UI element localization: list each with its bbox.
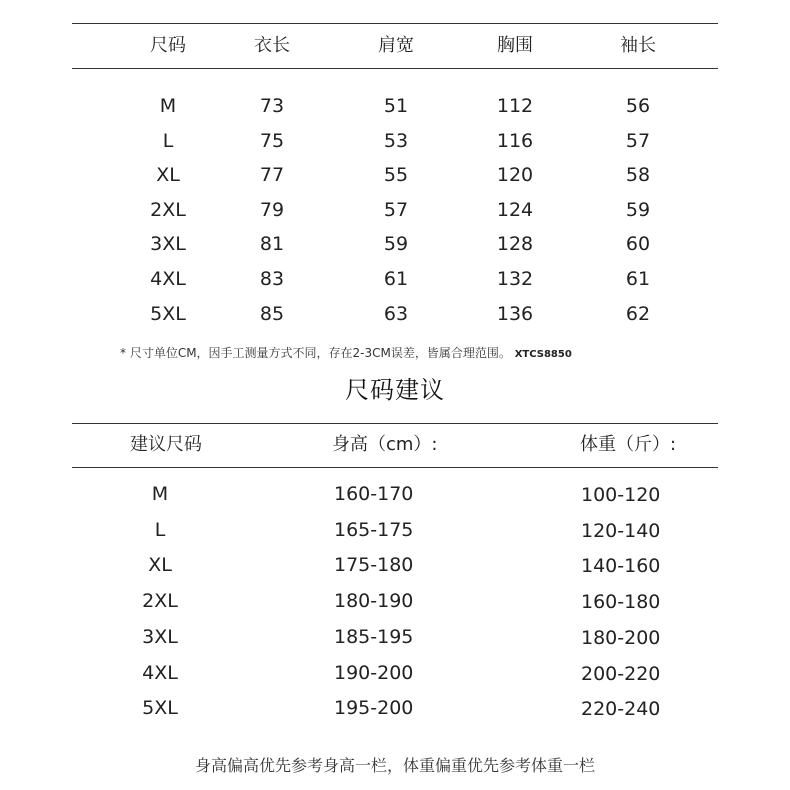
size-cell-shoulder: 57 xyxy=(383,199,409,221)
size-cell-chest: 132 xyxy=(496,268,534,290)
size-cell-sleeve: 57 xyxy=(625,130,651,152)
size-cell-sleeve: 61 xyxy=(625,268,651,290)
measurement-note xyxy=(120,344,680,364)
size-cell-shoulder: 59 xyxy=(383,233,409,255)
size-table-header-rule xyxy=(72,68,718,69)
size-cell-length: 85 xyxy=(259,303,285,325)
recommendation-height-range: 195-200 xyxy=(334,697,414,719)
size-header-chest: 胸围 xyxy=(497,35,533,56)
size-cell-size: L xyxy=(162,130,174,152)
recommendation-footer-note: 身高偏高优先参考身高一栏，体重偏重优先参考体重一栏 xyxy=(194,756,595,775)
recommendation-size: 2XL xyxy=(142,590,178,612)
recommendation-size: L xyxy=(154,519,166,541)
size-cell-chest: 124 xyxy=(496,199,534,221)
recommendation-weight-range: 120-140 xyxy=(581,520,661,542)
recommendation-size: M xyxy=(151,483,169,505)
recommendation-weight-range: 180-200 xyxy=(581,627,661,649)
recommendation-weight-range: 160-180 xyxy=(581,591,661,613)
size-cell-length: 81 xyxy=(259,233,285,255)
size-header-length: 衣长 xyxy=(254,35,290,56)
size-table-top-rule xyxy=(72,23,718,24)
size-cell-size: 3XL xyxy=(150,233,186,255)
recommendation-height-range: 160-170 xyxy=(334,483,414,505)
measurement-note-text: * 尺寸单位CM，因手工测量方式不同，存在2-3CM误差，皆属合理范围。 xyxy=(120,346,511,360)
size-cell-size: 5XL xyxy=(150,303,186,325)
recommendation-header-rule xyxy=(72,467,718,468)
size-cell-size: 2XL xyxy=(150,199,186,221)
recommendation-title: 尺码建议 xyxy=(345,376,445,404)
recommendation-header-weight: 体重（斤）: xyxy=(580,434,677,455)
size-cell-shoulder: 51 xyxy=(383,95,409,117)
recommendation-weight-range: 100-120 xyxy=(581,484,661,506)
size-cell-length: 77 xyxy=(259,164,285,186)
size-cell-chest: 112 xyxy=(496,95,534,117)
size-cell-sleeve: 58 xyxy=(625,164,651,186)
size-cell-chest: 120 xyxy=(496,164,534,186)
size-cell-size: XL xyxy=(156,164,180,186)
recommendation-top-rule xyxy=(72,423,718,424)
size-cell-length: 83 xyxy=(259,268,285,290)
size-cell-sleeve: 62 xyxy=(625,303,651,325)
size-cell-sleeve: 60 xyxy=(625,233,651,255)
recommendation-height-range: 165-175 xyxy=(334,519,414,541)
size-cell-shoulder: 55 xyxy=(383,164,409,186)
size-header-sleeve: 袖长 xyxy=(620,35,656,56)
recommendation-size: 4XL xyxy=(142,662,178,684)
recommendation-header-size: 建议尺码 xyxy=(130,434,202,455)
recommendation-height-range: 190-200 xyxy=(334,662,414,684)
size-header-shoulder: 肩宽 xyxy=(378,35,414,56)
recommendation-height-range: 180-190 xyxy=(334,590,414,612)
size-cell-size: 4XL xyxy=(150,268,186,290)
size-cell-chest: 128 xyxy=(496,233,534,255)
recommendation-size: 3XL xyxy=(142,626,178,648)
size-cell-shoulder: 63 xyxy=(383,303,409,325)
size-cell-length: 73 xyxy=(259,95,285,117)
product-code: XTCS8850 xyxy=(514,349,572,360)
size-cell-sleeve: 56 xyxy=(625,95,651,117)
size-cell-length: 79 xyxy=(259,199,285,221)
recommendation-height-range: 175-180 xyxy=(334,554,414,576)
size-cell-chest: 116 xyxy=(496,130,534,152)
size-cell-chest: 136 xyxy=(496,303,534,325)
size-cell-length: 75 xyxy=(259,130,285,152)
recommendation-weight-range: 200-220 xyxy=(581,663,661,685)
size-cell-size: M xyxy=(159,95,177,117)
size-cell-shoulder: 61 xyxy=(383,268,409,290)
recommendation-header-height: 身高（cm）: xyxy=(332,434,438,455)
size-cell-sleeve: 59 xyxy=(625,199,651,221)
size-header-size: 尺码 xyxy=(150,35,186,56)
recommendation-height-range: 185-195 xyxy=(334,626,414,648)
recommendation-size: XL xyxy=(148,554,172,576)
recommendation-weight-range: 220-240 xyxy=(581,698,661,720)
recommendation-weight-range: 140-160 xyxy=(581,555,661,577)
size-cell-shoulder: 53 xyxy=(383,130,409,152)
recommendation-size: 5XL xyxy=(142,697,178,719)
